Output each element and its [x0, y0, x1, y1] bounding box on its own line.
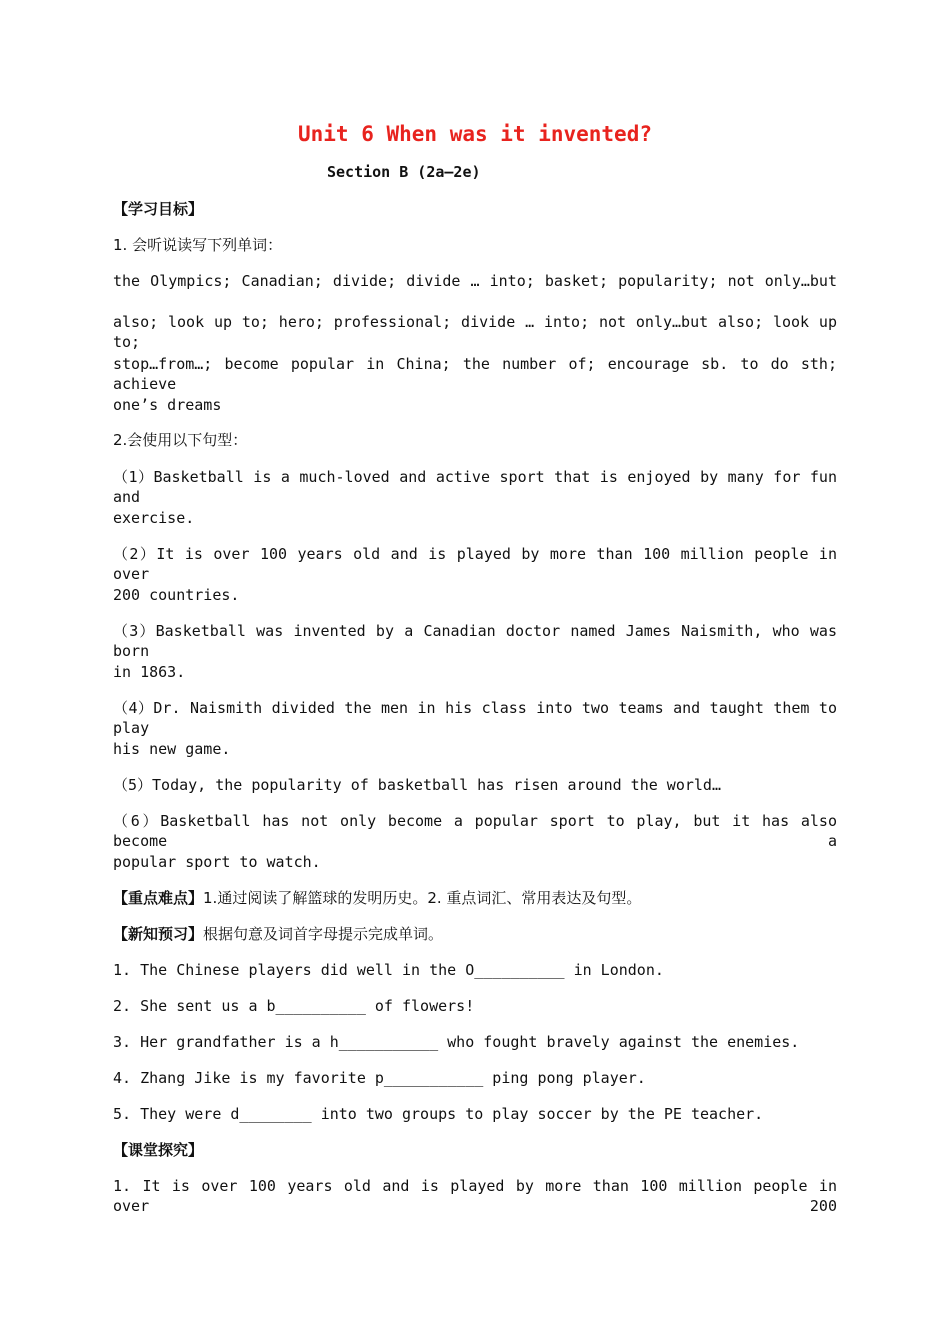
key-points-row	[113, 888, 837, 908]
vocab-line: stop…from…; become popular in China; the number of; encourage sb. to do sth; achieve	[113, 355, 837, 393]
sentence-line: in 1863.	[113, 663, 186, 681]
vocab-line: the Olympics; Canadian; divide; divide … into; basket; popularity; not only…but	[113, 272, 837, 290]
preview-row	[113, 924, 837, 944]
sentence-line: （4）Dr. Naismith divided the men in his class into two teams and taught them to play	[113, 699, 837, 737]
preview-item: 2. She sent us a b__________ of flowers!	[113, 997, 475, 1015]
sentence-line: （1）Basketball is a much-loved and active sport that is enjoyed by many for fun and	[113, 468, 837, 506]
preview-item: 1. The Chinese players did well in the O__________ in London.	[113, 961, 664, 979]
preview-heading: 【新知预习】	[113, 925, 204, 943]
objective-2-label: 2.会使用以下句型：	[113, 431, 248, 449]
vocab-line: also; look up to; hero; professional; divide … into; not only…but also; look up to;	[113, 313, 837, 351]
sentence-line: popular sport to watch.	[113, 853, 321, 871]
preview-instruction: 根据句意及词首字母提示完成单词。	[203, 925, 444, 943]
preview-item: 5. They were d________ into two groups to play soccer by the PE teacher.	[113, 1105, 764, 1123]
sentence-line: exercise.	[113, 509, 195, 527]
preview-item: 3. Her grandfather is a h___________ who fought bravely against the enemies.	[113, 1033, 800, 1051]
sentence-line: 200 countries.	[113, 586, 240, 604]
key-points-text: 1.通过阅读了解篮球的发明历史。2. 重点词汇、常用表达及句型。	[203, 889, 642, 907]
sentence-line: （2）It is over 100 years old and is played by more than 100 million people in over	[113, 545, 837, 583]
inquiry-item: 1. It is over 100 years old and is played by more than 100 million people in over 200	[113, 1177, 837, 1215]
preview-item: 4. Zhang Jike is my favorite p___________ ping pong player.	[113, 1069, 646, 1087]
sentence-line: （5）Today, the popularity of basketball has risen around the world…	[113, 776, 721, 794]
key-points-heading: 【重点难点】	[113, 889, 204, 907]
section-subtitle: Section B (2a—2e)	[327, 163, 481, 181]
objectives-heading: 【学习目标】	[113, 200, 204, 218]
sentence-line: his new game.	[113, 740, 231, 758]
vocab-line: one’s dreams	[113, 396, 222, 414]
objective-1-label: 1. 会听说读写下列单词：	[113, 236, 283, 254]
page-title: Unit 6 When was it invented?	[297, 122, 652, 146]
sentence-line: （6）Basketball has not only become a popular sport to play, but it has also become a	[113, 812, 837, 850]
inquiry-heading: 【课堂探究】	[113, 1141, 204, 1159]
sentence-line: （3）Basketball was invented by a Canadian doctor named James Naismith, who was born	[113, 622, 837, 660]
